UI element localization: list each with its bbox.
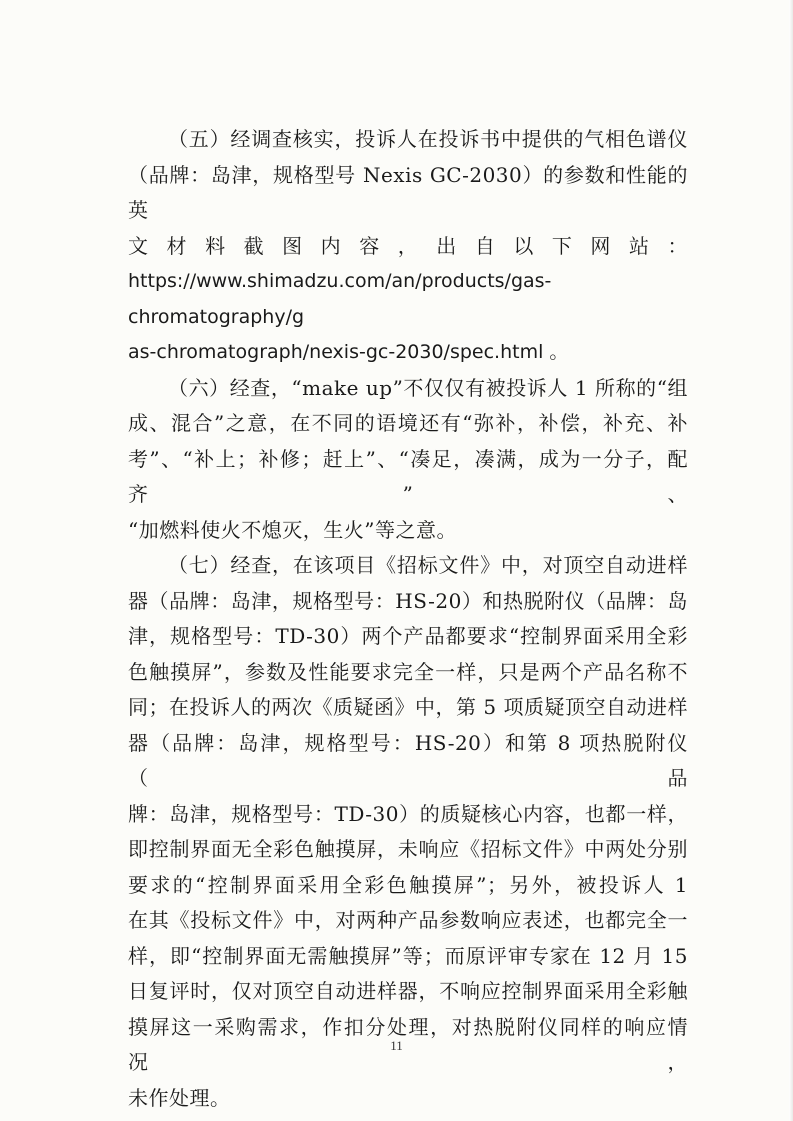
url-line: as-chromatograph/nexis-gc-2030/spec.html 。 (128, 341, 569, 363)
text-line: 色触摸屏”，参数及性能要求完全一样，只是两个产品名称不 (128, 659, 688, 684)
text-line: 考”、“补上；补修；赶上”、“凑足，凑满，成为一分子，配齐”、 (128, 446, 688, 506)
text-line: 要求的“控制界面采用全彩色触摸屏”；另外，被投诉人 1 (128, 872, 688, 897)
text-line: 文 材 料 截 图 内 容 ， 出 自 以 下 网 站 ： (128, 233, 688, 258)
text-line: 日复评时，仅对顶空自动进样器，不响应控制界面采用全彩触 (128, 979, 688, 1003)
text-line: 未作处理。 (128, 1085, 231, 1110)
text-line: 同；在投诉人的两次《质疑函》中，第 5 项质疑顶空自动进样 (128, 695, 688, 719)
text-line: 津，规格型号：TD-30）两个产品都要求“控制界面采用全彩 (128, 624, 688, 648)
text-line: 样，即“控制界面无需触摸屏”等；而原评审专家在 12 月 15 (128, 943, 688, 968)
page-number: 11 (390, 1038, 403, 1053)
text-line: （品牌：岛津，规格型号 Nexis GC-2030）的参数和性能的英 (128, 162, 688, 222)
url-line: https://www.shimadzu.com/an/products/gas-chromatography/g (128, 270, 552, 328)
text-line: 在其《投标文件》中，对两种产品参数响应表述，也都完全一 (128, 908, 688, 932)
text-line: （七）经查，在该项目《招标文件》中，对顶空自动进样 (168, 553, 688, 577)
text-line: 摸屏这一采购需求，作扣分处理，对热脱附仪同样的响应情况， (128, 1014, 688, 1074)
scan-edge (789, 0, 793, 1121)
text-line: （五）经调查核实，投诉人在投诉书中提供的气相色谱仪 (168, 127, 688, 151)
text-line: 成、混合”之意，在不同的语境还有“弥补，补偿，补充、补 (128, 411, 688, 435)
text-line: 器（品牌：岛津，规格型号：HS-20）和热脱附仪（品牌：岛 (128, 588, 688, 613)
text-line: 即控制界面无全彩色触摸屏，未响应《招标文件》中两处分别 (128, 837, 688, 861)
body-text (128, 122, 688, 1116)
text-line: （六）经查，“make up”不仅仅有被投诉人 1 所称的“组 (168, 375, 688, 400)
text-line: “加燃料使火不熄灭，生火”等之意。 (128, 517, 457, 542)
text-line: 牌：岛津，规格型号：TD-30）的质疑核心内容，也都一样， (128, 801, 688, 826)
text-line: 器（品牌：岛津，规格型号：HS-20）和第 8 项热脱附仪（品 (128, 730, 688, 790)
